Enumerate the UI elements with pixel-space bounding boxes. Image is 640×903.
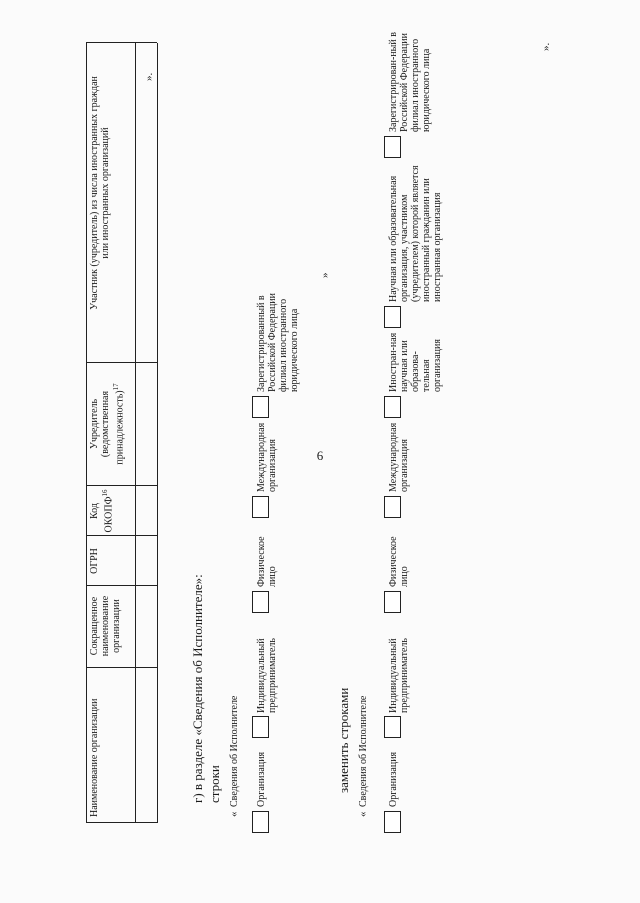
new-open-quote: « <box>357 811 369 817</box>
header-org-name: Наименование организации <box>89 698 100 817</box>
old-item-2: Индивидуальный предприниматель <box>256 638 278 713</box>
instruction-line-2: строки <box>207 765 222 803</box>
old-checkbox-4 <box>252 496 269 518</box>
new-checkbox-7 <box>384 136 401 158</box>
table-close-mark: ». <box>143 72 155 81</box>
new-checkbox-2 <box>384 716 401 738</box>
new-item-2: Индивидуальный предприниматель <box>388 638 410 713</box>
header-foreign-participant: Участник (учредитель) из числа иностранных граждан или иностранных организаций <box>89 76 111 310</box>
new-item-7: Зарегистрирован-ный в Российской Федерации филиал иностранного юридического лица <box>388 32 432 132</box>
old-close-mark: » <box>319 272 331 278</box>
header-founder-label: Учредитель (ведомственная принадлежность) <box>89 390 126 465</box>
old-checkbox-2 <box>252 716 269 738</box>
header-okopf-label: Код ОКОПФ <box>89 496 115 533</box>
header-short-name: Сокращенное наименование организации <box>89 595 122 657</box>
new-item-3: Физическое лицо <box>388 536 410 587</box>
new-item-5: Иностран-ная научная или образова-тельная организация <box>388 332 443 392</box>
header-okopf <box>89 489 114 533</box>
new-item-6: Научная или образовательная организация, участником (учредителем) которой является иностранный гражданин или иностранная организация <box>388 165 443 302</box>
old-open-quote: « <box>228 811 240 817</box>
header-founder <box>89 366 125 482</box>
new-item-1: Организация <box>388 751 399 807</box>
old-checkbox-3 <box>252 591 269 613</box>
old-item-3: Физическое лицо <box>256 536 278 587</box>
header-ogrn: ОГРН <box>89 548 100 574</box>
old-block-title: Сведения об Исполнителе <box>229 695 240 807</box>
page-number: 6 <box>316 448 324 463</box>
founder-footnote: 17 <box>112 383 120 391</box>
instruction-line-1: г) в разделе «Сведения об Исполнителе»: <box>190 574 205 803</box>
new-checkbox-6 <box>384 306 401 328</box>
new-checkbox-5 <box>384 396 401 418</box>
new-checkbox-4 <box>384 496 401 518</box>
new-block-title: Сведения об Исполнителе <box>358 695 369 807</box>
old-item-4: Международная организация <box>256 422 278 492</box>
old-item-1: Организация <box>256 751 267 807</box>
old-item-5: Зарегистрированный в Российской Федерации филиал иностранного юридического лица <box>256 292 300 392</box>
okopf-footnote: 16 <box>101 489 109 497</box>
new-checkbox-3 <box>384 591 401 613</box>
old-checkbox-1 <box>252 811 269 833</box>
replace-instruction: заменить строками <box>336 687 351 793</box>
new-item-4: Международная организация <box>388 422 410 492</box>
new-close-mark: ». <box>540 42 552 51</box>
old-checkbox-5 <box>252 396 269 418</box>
new-checkbox-1 <box>384 811 401 833</box>
